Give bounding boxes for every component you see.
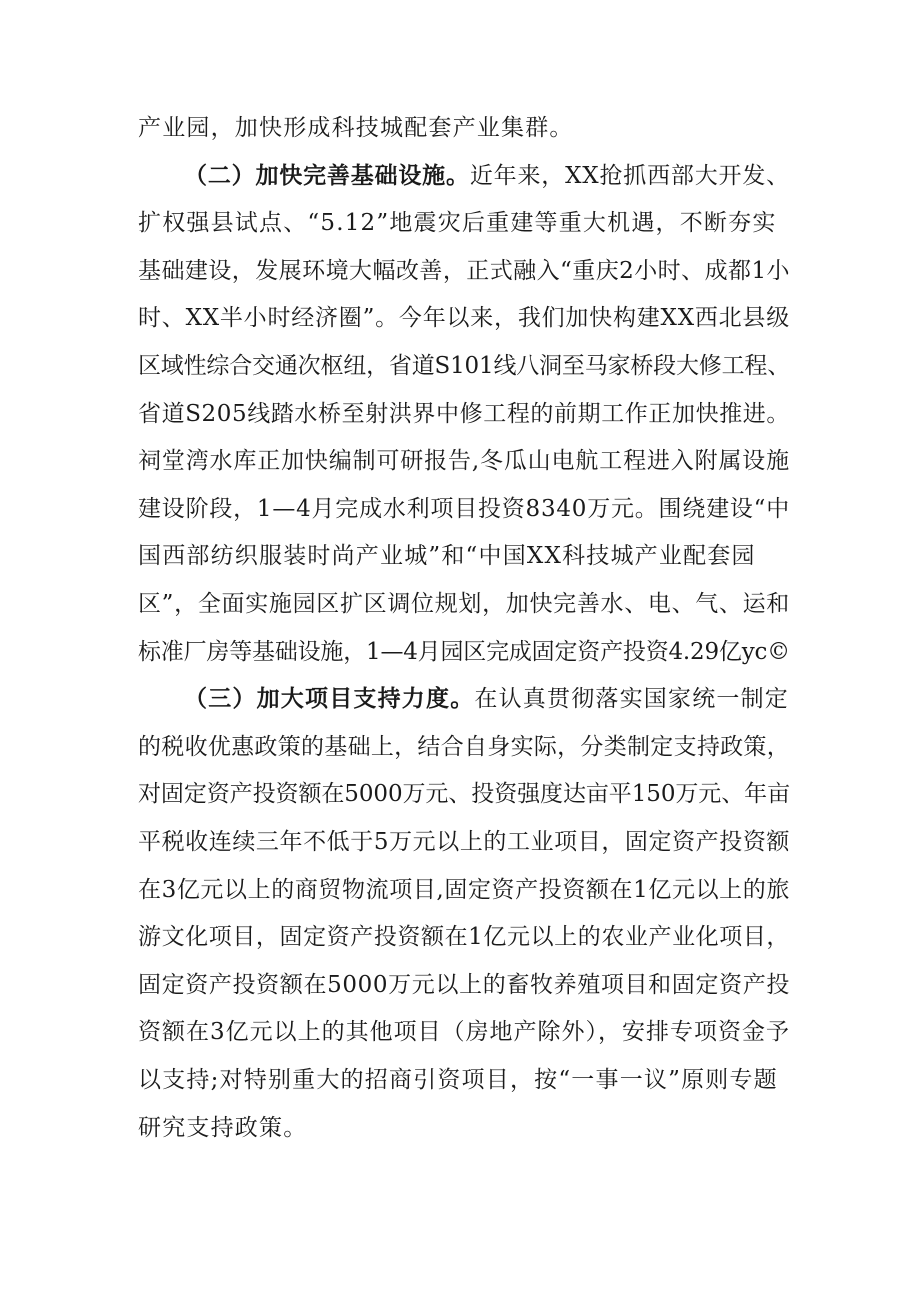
line-text: 产业园，加快形成科技城配套产业集群。 [138,115,574,141]
text-line [0,1060,920,1100]
line-text: 研究支持政策。 [138,1114,308,1141]
line-text: 区域性综合交通次枢纽，省道S101线八洞至马家桥段大修工程、 [138,353,791,379]
line-text: 对固定资产投资额在5000万元、投资强度达亩平150万元、年亩 [138,781,790,808]
text-line [0,870,920,910]
line-text: 区”，全面实施园区扩区调位规划，加快完善水、电、气、运和 [138,591,790,617]
text-line [0,394,920,434]
text-line [0,441,920,481]
line-text: 的税收优惠政策的基础上，结合自身实际，分类制定支持政策， [138,733,790,760]
line-text: 在3亿元以上的商贸物流项目,固定资产投资额在1亿元以上的旅 [138,876,790,903]
line-text: 标准厂房等基础设施，1—4月园区完成固定资产投资4.29亿yc© [138,638,790,665]
line-text: 国西部纺织服装时尚产业城”和“中国XX科技城产业配套园 [138,543,756,570]
section-heading: （二）加快完善基础设施。 [184,161,470,189]
line-text: 时、XX半小时经济圈”。今年以来，我们加快构建XX西北县级 [138,305,790,332]
text-line [0,108,920,148]
line-text: 祠堂湾水库正加快编制可研报告,冬瓜山电航工程进入附属设施 [138,448,790,475]
text-line [0,727,920,767]
line-text: 近年来，XX抢抓西部大开发、 [469,162,790,189]
paragraph-first-line [0,156,920,196]
text-line [0,536,920,576]
text-line [0,346,920,386]
text-line [0,251,920,291]
text-line [0,1108,920,1148]
paragraph-first-line [0,679,920,719]
text-line [0,632,920,672]
line-text: 资额在3亿元以上的其他项目（房地产除外），安排专项资金予 [138,1019,790,1046]
text-line [0,917,920,957]
text-line [0,822,920,862]
line-text: 省道S205线踏水桥至射洪界中修工程的前期工作正加快推进。 [138,400,790,427]
line-text: 游文化项目，固定资产投资额在1亿元以上的农业产业化项目， [138,924,790,951]
line-text: 基础建设，发展环境大幅改善，正式融入“重庆2小时、成都1小 [138,257,790,284]
line-text: 建设阶段，1—4月完成水利项目投资8340万元。围绕建设“中 [138,495,790,522]
line-text: 扩权强县试点、“5.12”地震灾后重建等重大机遇，不断夯实 [138,210,777,237]
line-text: 平税收连续三年不低于5万元以上的工业项目，固定资产投资额 [138,829,790,855]
text-line [0,774,920,814]
line-text: 在认真贯彻落实国家统一制定 [474,686,790,713]
text-line [0,965,920,1005]
text-line [0,489,920,529]
text-line [0,1012,920,1052]
line-text: 固定资产投资额在5000万元以上的畜牧养殖项目和固定资产投 [138,971,790,998]
text-line [0,203,920,243]
text-line [0,298,920,338]
section-heading: （三）加大项目支持力度。 [184,685,475,713]
line-text: 以支持;对特别重大的招商引资项目，按“一事一议”原则专题 [138,1067,778,1093]
text-line [0,584,920,624]
